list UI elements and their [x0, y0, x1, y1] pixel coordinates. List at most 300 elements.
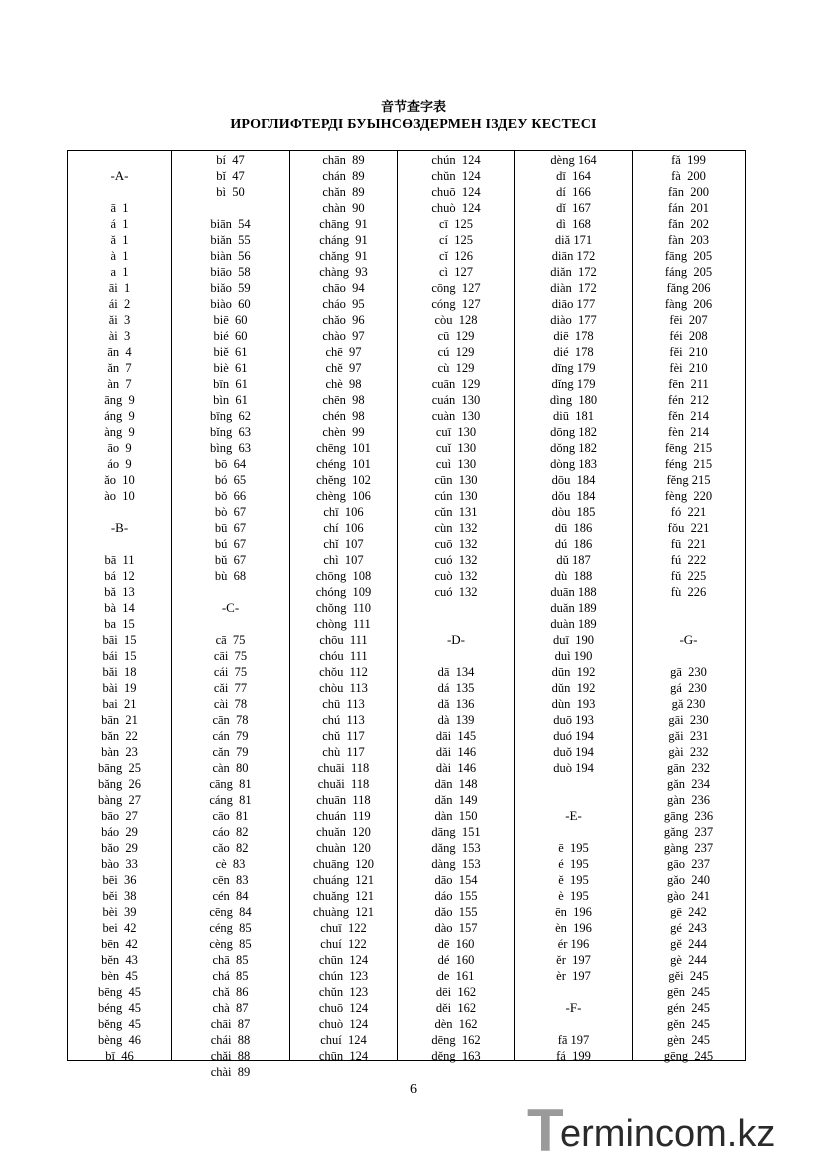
syllable-entry: dāi 145 — [435, 729, 477, 743]
syllable-entry: fèn 214 — [668, 425, 709, 439]
syllable-entry: fàn 203 — [668, 233, 709, 247]
syllable-entry: āo 9 — [107, 441, 132, 455]
syllable-entry: bī 46 — [105, 1049, 134, 1063]
syllable-entry: gēn 245 — [666, 985, 711, 999]
syllable-entry: fěng 215 — [666, 473, 711, 487]
syllable-entry: bīng 62 — [210, 409, 251, 423]
syllable-entry — [398, 616, 514, 632]
syllable-entry: dòu 185 — [551, 505, 596, 519]
syllable-entry: cù 129 — [437, 361, 475, 375]
syllable-entry: chǎn 89 — [322, 185, 365, 199]
syllable-entry: dāo 154 — [434, 873, 478, 887]
syllable-entry: dǎ 136 — [437, 697, 475, 711]
syllable-entry: chūn 124 — [318, 1049, 369, 1063]
syllable-entry: biào 60 — [210, 297, 251, 311]
syllable-entry: fá 199 — [556, 1049, 591, 1063]
page-title-chinese: 音节查字表 — [380, 100, 446, 115]
syllable-entry: duàn 189 — [550, 617, 597, 631]
syllable-entry: fǎn 202 — [668, 217, 709, 231]
syllable-entry: dǎng 153 — [431, 841, 481, 855]
syllable-entry: chū 113 — [322, 697, 365, 711]
syllable-entry: bì 50 — [216, 185, 245, 199]
syllable-entry: báo 29 — [101, 825, 138, 839]
syllable-entry: diān 172 — [551, 249, 596, 263]
syllable-entry — [172, 616, 289, 632]
syllable-entry: dōu 184 — [551, 473, 596, 487]
syllable-entry: ěr 197 — [556, 953, 591, 967]
syllable-entry: dài 146 — [435, 761, 477, 775]
page-title-kazakh: ИРОГЛИФТЕРДІ БУЫНСӨЗДЕРМЕН ІЗДЕУ КЕСТЕСІ — [230, 117, 597, 132]
syllable-entry: fà 200 — [671, 169, 706, 183]
syllable-entry: chōu 111 — [319, 633, 368, 647]
syllable-entry: biān 54 — [210, 217, 251, 231]
syllable-entry: fěn 214 — [668, 409, 709, 423]
syllable-entry: dēi 162 — [435, 985, 477, 999]
syllable-entry: fáng 205 — [664, 265, 713, 279]
syllable-entry: ǎ 1 — [110, 233, 129, 247]
syllable-entry: bó 65 — [214, 473, 247, 487]
syllable-entry: gǎo 240 — [666, 873, 711, 887]
syllable-entry: chà 87 — [212, 1001, 249, 1015]
syllable-entry: chán 89 — [322, 169, 365, 183]
syllable-entry: chuǎng 121 — [312, 889, 375, 903]
syllable-entry: gèn 245 — [666, 1033, 711, 1047]
syllable-index-table — [67, 150, 746, 1079]
syllable-entry — [172, 584, 289, 600]
syllable-entry: cuō 132 — [434, 537, 478, 551]
syllable-entry: cài 78 — [213, 697, 248, 711]
syllable-entry: dī 164 — [556, 169, 591, 183]
syllable-entry: gá 230 — [670, 681, 707, 695]
letter-section-header: -D- — [446, 632, 466, 647]
syllable-entry: àn 7 — [107, 377, 132, 391]
syllable-entry: dāng 151 — [431, 825, 481, 839]
syllable-entry: dǐng 179 — [551, 377, 596, 391]
syllable-entry: fàng 206 — [664, 297, 713, 311]
syllable-entry: bǎo 29 — [101, 841, 138, 855]
letter-section-header: -B- — [110, 520, 129, 535]
syllable-entry: gé 243 — [670, 921, 707, 935]
syllable-entry: cú 129 — [437, 345, 475, 359]
syllable-entry: gāi 230 — [668, 713, 709, 727]
syllable-entry: dǐ 167 — [556, 201, 591, 215]
syllable-entry: bai 21 — [102, 697, 137, 711]
syllable-entry: fèi 210 — [669, 361, 708, 375]
syllable-entry: diào 177 — [550, 313, 597, 327]
syllable-entry: chēn 98 — [322, 393, 365, 407]
syllable-entry: cháng 91 — [319, 233, 368, 247]
syllable-entry: dān 148 — [434, 777, 478, 791]
syllable-entry: gē 242 — [670, 905, 707, 919]
syllable-entry: chái 88 — [210, 1033, 251, 1047]
syllable-entry: ái 2 — [108, 297, 131, 311]
syllable-entry: bào 33 — [101, 857, 138, 871]
syllable-entry — [633, 648, 744, 664]
syllable-entry: béng 45 — [97, 1001, 142, 1015]
syllable-entry: gǎn 234 — [666, 777, 711, 791]
syllable-entry: chāo 94 — [322, 281, 365, 295]
syllable-entry: cūn 130 — [434, 473, 478, 487]
syllable-entry: fēn 211 — [668, 377, 709, 391]
syllable-entry: gěn 245 — [666, 1017, 711, 1031]
syllable-entry: bān 21 — [101, 713, 138, 727]
syllable-entry: dié 178 — [553, 345, 594, 359]
syllable-entry: dí 166 — [556, 185, 591, 199]
syllable-entry: diū 181 — [553, 409, 594, 423]
syllable-entry: dǎn 149 — [434, 793, 478, 807]
syllable-entry: dèng 164 — [550, 153, 597, 167]
syllable-entry: chǒng 110 — [315, 601, 372, 615]
syllable-entry: bèi 39 — [102, 905, 137, 919]
syllable-entry: ā 1 — [110, 201, 129, 215]
syllable-entry: dē 160 — [437, 937, 475, 951]
syllable-entry: chūn 124 — [318, 953, 369, 967]
syllable-entry: cuó 132 — [434, 585, 478, 599]
syllable-entry: cuān 129 — [431, 377, 481, 391]
syllable-entry: chuāng 120 — [312, 857, 375, 871]
syllable-entry: è 195 — [558, 889, 589, 903]
syllable-entry: cān 78 — [212, 713, 249, 727]
syllable-entry: běn 43 — [101, 953, 138, 967]
syllable-entry — [172, 200, 289, 216]
syllable-entry: chā 85 — [212, 953, 249, 967]
syllable-entry: ǎn 7 — [107, 361, 132, 375]
letter-section-header: -A- — [110, 168, 129, 183]
syllable-entry: fān 200 — [668, 185, 709, 199]
table-column — [290, 151, 398, 1063]
syllable-entry: chǐ 107 — [323, 537, 364, 551]
syllable-entry: fán 201 — [668, 201, 709, 215]
syllable-entry: āi 1 — [108, 281, 131, 295]
syllable-entry: á 1 — [110, 217, 129, 231]
syllable-entry: biě 61 — [213, 345, 248, 359]
syllable-entry: fēi 207 — [669, 313, 708, 327]
syllable-entry: chún 124 — [431, 153, 481, 167]
syllable-entry: dā 134 — [437, 665, 475, 679]
syllable-entry: biǎo 59 — [210, 281, 251, 295]
syllable-entry: ào 10 — [104, 489, 135, 503]
syllable-entry: cēng 84 — [209, 905, 252, 919]
syllable-entry: bǎng 26 — [97, 777, 142, 791]
syllable-entry: cóng 127 — [431, 297, 481, 311]
syllable-entry — [633, 616, 744, 632]
syllable-entry: bà 14 — [104, 601, 135, 615]
page-number: 6 — [410, 1082, 417, 1097]
syllable-entry: chěng 102 — [316, 473, 371, 487]
syllable-entry: gào 241 — [666, 889, 711, 903]
syllable-entry: cī 125 — [438, 217, 474, 231]
syllable-entry: dǒng 182 — [550, 441, 597, 455]
syllable-entry: dǎi 146 — [435, 745, 477, 759]
syllable-entry: bǔ 67 — [214, 553, 247, 567]
syllable-entry: dèn 162 — [434, 1017, 478, 1031]
syllable-entry: àng 9 — [104, 425, 135, 439]
syllable-entry: chù 117 — [322, 745, 365, 759]
syllable-entry: fū 221 — [670, 537, 707, 551]
syllable-entry: děi 162 — [435, 1001, 477, 1015]
syllable-entry: gàn 236 — [666, 793, 711, 807]
syllable-entry: gǎ 230 — [671, 697, 706, 711]
syllable-entry — [68, 184, 171, 200]
syllable-entry: dǔ 187 — [556, 553, 591, 567]
syllable-entry: diāo 177 — [551, 297, 596, 311]
letter-section-header: -F- — [565, 1000, 582, 1015]
syllable-entry: a 1 — [110, 265, 129, 279]
syllable-entry: bái 15 — [102, 649, 137, 663]
syllable-entry: gěi 245 — [668, 969, 709, 983]
syllable-entry: chéng 101 — [316, 457, 371, 471]
syllable-entry: chàn 90 — [322, 201, 365, 215]
syllable-entry: bí 47 — [216, 153, 245, 167]
syllable-entry: áng 9 — [104, 409, 135, 423]
syllable-entry: bèng 46 — [97, 1033, 142, 1047]
syllable-entry: còu 128 — [434, 313, 478, 327]
syllable-entry: bēi 36 — [102, 873, 137, 887]
syllable-entry: chèng 106 — [316, 489, 371, 503]
syllable-entry: cāng 81 — [209, 777, 252, 791]
syllable-entry: chí 106 — [323, 521, 364, 535]
syllable-entry — [633, 600, 744, 616]
syllable-entry: cuī 130 — [435, 425, 477, 439]
syllable-entry: cái 75 — [213, 665, 248, 679]
syllable-entry: dì 168 — [556, 217, 591, 231]
syllable-entry: fén 212 — [668, 393, 709, 407]
syllable-entry: fèng 220 — [664, 489, 713, 503]
syllable-entry: duān 188 — [550, 585, 597, 599]
syllable-entry: bàng 27 — [97, 793, 142, 807]
syllable-entry: dīng 179 — [551, 361, 596, 375]
syllable-entry: dòng 183 — [550, 457, 597, 471]
syllable-entry: fú 222 — [670, 553, 707, 567]
syllable-entry: fǒu 221 — [667, 521, 710, 535]
syllable-entry: duī 190 — [553, 633, 594, 647]
syllable-entry: èn 196 — [555, 921, 592, 935]
syllable-entry: gài 232 — [668, 745, 709, 759]
syllable-entry: děng 163 — [431, 1049, 481, 1063]
syllable-entry: ǎo 10 — [104, 473, 135, 487]
syllable-entry: chuō 124 — [431, 185, 481, 199]
syllable-entry: ě 195 — [558, 873, 589, 887]
syllable-entry: fó 221 — [670, 505, 707, 519]
syllable-entry: de 161 — [437, 969, 475, 983]
syllable-entry: chāi 87 — [210, 1017, 251, 1031]
syllable-entry: chuò 124 — [318, 1017, 369, 1031]
syllable-entry: céng 85 — [209, 921, 252, 935]
syllable-entry: gān 232 — [666, 761, 711, 775]
syllable-entry — [68, 536, 171, 552]
syllable-entry: dà 139 — [437, 713, 475, 727]
syllable-entry: dōng 182 — [550, 425, 597, 439]
syllable-entry: bāng 25 — [97, 761, 142, 775]
syllable-entry: duǎn 189 — [550, 601, 597, 615]
syllable-entry — [515, 824, 632, 840]
syllable-entry: fǎng 206 — [666, 281, 711, 295]
syllable-entry: duó 194 — [553, 729, 594, 743]
logo-text: ermincom.kz — [560, 1113, 776, 1155]
syllable-entry: cǎn 79 — [212, 745, 249, 759]
syllable-entry: cāo 81 — [212, 809, 249, 823]
syllable-entry: duō 193 — [553, 713, 594, 727]
syllable-entry — [515, 792, 632, 808]
syllable-entry: cǎi 77 — [213, 681, 248, 695]
syllable-entry: chuáng 121 — [312, 873, 375, 887]
syllable-entry: gě 244 — [670, 937, 707, 951]
syllable-entry: cán 79 — [212, 729, 249, 743]
syllable-entry: áo 9 — [107, 457, 132, 471]
syllable-entry: dū 186 — [554, 521, 593, 535]
syllable-entry: càn 80 — [212, 761, 249, 775]
syllable-entry: bèn 45 — [101, 969, 138, 983]
syllable-entry: dūn 192 — [551, 665, 596, 679]
syllable-entry: chuō 124 — [318, 1001, 369, 1015]
syllable-entry: ài 3 — [108, 329, 131, 343]
syllable-entry: ē 195 — [558, 841, 589, 855]
syllable-entry: ēn 196 — [555, 905, 592, 919]
syllable-entry — [515, 776, 632, 792]
syllable-entry: chāng 91 — [319, 217, 368, 231]
syllable-entry: chuí 122 — [320, 937, 367, 951]
syllable-entry: chǔn 123 — [318, 985, 369, 999]
syllable-entry: cāi 75 — [213, 649, 248, 663]
syllable-entry: chǎi 88 — [210, 1049, 251, 1063]
letter-section-header: -G- — [679, 632, 698, 647]
syllable-entry: biè 61 — [213, 361, 248, 375]
syllable-entry: duì 190 — [554, 649, 593, 663]
syllable-entry: duò 194 — [553, 761, 594, 775]
syllable-entry: fǎ 199 — [671, 153, 706, 167]
syllable-entry: gén 245 — [666, 1001, 711, 1015]
syllable-entry: chǎ 86 — [212, 985, 249, 999]
syllable-entry: chá 85 — [212, 969, 249, 983]
syllable-entry: chài 89 — [210, 1065, 251, 1079]
syllable-entry: bǐng 63 — [210, 425, 251, 439]
syllable-entry: cén 84 — [212, 889, 249, 903]
syllable-entry: cún 130 — [434, 489, 478, 503]
syllable-entry: běi 38 — [102, 889, 137, 903]
syllable-entry: diǎ 171 — [554, 233, 593, 247]
syllable-entry: fěi 210 — [669, 345, 708, 359]
syllable-entry: bei 42 — [102, 921, 137, 935]
syllable-entry: dàn 150 — [434, 809, 478, 823]
syllable-entry: cuǐ 130 — [435, 441, 477, 455]
syllable-entry: chóu 111 — [319, 649, 368, 663]
syllable-entry: gǎng 237 — [663, 825, 714, 839]
syllable-entry: bū 67 — [214, 521, 247, 535]
syllable-entry: chì 107 — [323, 553, 364, 567]
syllable-entry: bài 19 — [102, 681, 137, 695]
syllable-entry: chèn 99 — [322, 425, 365, 439]
syllable-entry: chē 97 — [325, 345, 362, 359]
syllable-entry: bō 64 — [214, 457, 247, 471]
syllable-entry: bǎn 22 — [101, 729, 138, 743]
syllable-entry: biāo 58 — [210, 265, 251, 279]
syllable-entry: bā 11 — [104, 553, 135, 567]
syllable-entry: dào 157 — [434, 921, 478, 935]
syllable-entry: chǎng 91 — [319, 249, 368, 263]
syllable-entry: chōng 108 — [315, 569, 372, 583]
syllable-entry: gāng 236 — [663, 809, 714, 823]
syllable-entry: bǎ 13 — [104, 585, 135, 599]
syllable-entry: gāo 237 — [666, 857, 711, 871]
syllable-entry: dǎo 155 — [434, 905, 478, 919]
syllable-entry: bù 68 — [214, 569, 247, 583]
syllable-entry: cā 75 — [215, 633, 246, 647]
syllable-entry: bǐ 47 — [216, 169, 245, 183]
syllable-entry: cōng 127 — [431, 281, 481, 295]
table-column — [68, 151, 172, 1063]
syllable-entry: cuán 130 — [431, 393, 481, 407]
syllable-entry: bǎi 18 — [102, 665, 137, 679]
syllable-entry: cēn 83 — [212, 873, 249, 887]
syllable-entry: chào 97 — [322, 329, 365, 343]
syllable-entry: chēng 101 — [316, 441, 371, 455]
syllable-entry: féng 215 — [664, 457, 713, 471]
syllable-entry: cǔn 131 — [434, 505, 478, 519]
syllable-entry: dēng 162 — [431, 1033, 481, 1047]
syllable-entry: chàng 93 — [319, 265, 368, 279]
syllable-entry: bēn 42 — [101, 937, 138, 951]
syllable-entry: ba 15 — [104, 617, 135, 631]
syllable-entry: gǎi 231 — [668, 729, 709, 743]
syllable-entry: gēng 245 — [663, 1049, 714, 1063]
syllable-entry: chuàng 121 — [312, 905, 375, 919]
syllable-entry: chòu 113 — [319, 681, 368, 695]
letter-section-header: -E- — [565, 808, 582, 823]
syllable-entry: chè 98 — [325, 377, 362, 391]
syllable-entry: cuò 132 — [434, 569, 478, 583]
syllable-entry: cuàn 130 — [431, 409, 481, 423]
syllable-entry: bāo 27 — [101, 809, 138, 823]
syllable-entry: biàn 56 — [210, 249, 251, 263]
syllable-entry: dǒu 184 — [551, 489, 596, 503]
syllable-entry: cáng 81 — [209, 793, 252, 807]
syllable-entry: chǔn 124 — [431, 169, 481, 183]
syllable-entry: běng 45 — [97, 1017, 142, 1031]
table-column — [515, 151, 633, 1063]
syllable-entry: chuī 122 — [320, 921, 367, 935]
syllable-entry: dàng 153 — [431, 857, 481, 871]
syllable-entry: duǒ 194 — [553, 745, 594, 759]
syllable-entry: cí 125 — [438, 233, 474, 247]
syllable-entry: chān 89 — [322, 153, 365, 167]
syllable-entry: dáo 155 — [434, 889, 478, 903]
syllable-entry: dé 160 — [437, 953, 475, 967]
syllable-entry: chuí 124 — [320, 1033, 367, 1047]
syllable-entry: cáo 82 — [212, 825, 249, 839]
syllable-entry: bú 67 — [214, 537, 247, 551]
syllable-entry: cè 83 — [215, 857, 246, 871]
syllable-entry: cùn 132 — [434, 521, 478, 535]
termincom-logo[interactable] — [527, 1097, 822, 1164]
syllable-entry: chú 113 — [322, 713, 365, 727]
syllable-entry — [68, 504, 171, 520]
syllable-entry — [515, 984, 632, 1000]
syllable-entry: āng 9 — [104, 393, 135, 407]
syllable-entry: dǔn 192 — [551, 681, 596, 695]
syllable-entry: chuò 124 — [431, 201, 481, 215]
syllable-entry: cèng 85 — [209, 937, 252, 951]
syllable-entry: chòng 111 — [316, 617, 371, 631]
syllable-entry: fāng 205 — [664, 249, 713, 263]
table-column — [398, 151, 515, 1063]
syllable-entry — [398, 648, 514, 664]
syllable-entry: cǎo 82 — [212, 841, 249, 855]
syllable-entry — [398, 600, 514, 616]
syllable-entry: cì 127 — [438, 265, 474, 279]
syllable-entry: chě 97 — [325, 361, 362, 375]
syllable-entry: chǒu 112 — [319, 665, 368, 679]
syllable-entry: bìng 63 — [210, 441, 251, 455]
